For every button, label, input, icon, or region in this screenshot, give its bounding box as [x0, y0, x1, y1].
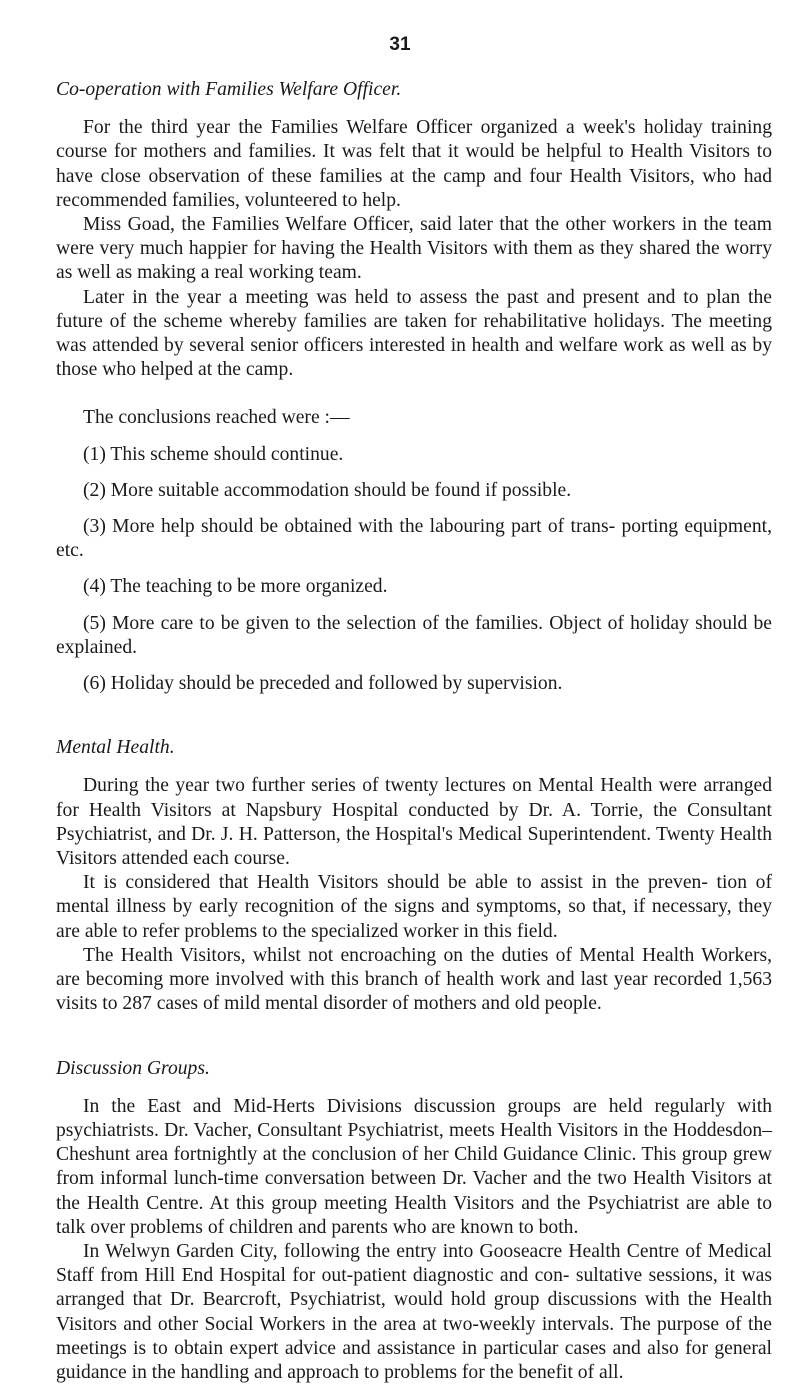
list-item: (4) The teaching to be more organized.	[83, 576, 388, 598]
paragraph: The Health Visitors, whilst not encroaching on the duties of Mental Health Workers, are becoming more involved with this branch of health work and last year recorded 1,563 visits to 287 cases of mild mental disorder of mothers and old people.	[56, 944, 772, 1015]
conclusions-lead: The conclusions reached were :—	[83, 407, 350, 429]
section-heading: Discussion Groups.	[56, 1057, 210, 1079]
list-item: (5) More care to be given to the selection of the families. Object of holiday should be explained.	[56, 612, 772, 658]
page-number: 31	[389, 34, 411, 55]
list-item: (6) Holiday should be preceded and followed by supervision.	[83, 673, 563, 695]
paragraph: In Welwyn Garden City, following the entry into Gooseacre Health Centre of Medical Staff from Hill End Hospital for out-patient diagnostic and con- sultative sessions, it was arranged that Dr. Bearcroft, Psychiatrist, would hold group discussions with the Health Visitors and other Social Workers in the area at two-weekly intervals. The purpose of the meetings is to obtain expert advice and assistance in particular cases and also for general guidance in the handling and approach to problems for the benefit of all.	[56, 1240, 772, 1383]
paragraph: During the year two further series of twenty lectures on Mental Health were arranged for Health Visitors at Napsbury Hospital conducted by Dr. A. Torrie, the Consultant Psychiatrist, and Dr. J. H. Patterson, the Hospital's Medical Superintendent. Twenty Health Visitors attended each course.	[56, 775, 772, 870]
paragraph: Later in the year a meeting was held to assess the past and present and to plan the future of the scheme whereby families are taken for rehabilitative holidays. The meeting was attended by several senior officers interested in health and welfare work as well as by those who helped at the camp.	[56, 286, 772, 381]
page-content	[56, 78, 772, 1385]
paragraph: In the East and Mid-Herts Divisions discussion groups are held regularly with psychiatrists. Dr. Vacher, Consultant Psychiatrist, meets Health Visitors in the Hoddesdon–Cheshunt area fortnightly at the conclusion of her Child Guidance Clinic. This group grew from informal lunch-time conversation between Dr. Vacher and the two Health Visitors at the Health Centre. At this group meeting Health Visitors and the Psychiatrist are able to talk over problems of children and parents who are known to both.	[56, 1095, 772, 1238]
list-item: (3) More help should be obtained with the labouring part of trans- porting equipment, etc.	[56, 516, 772, 562]
conclusions-list	[56, 443, 772, 697]
section-mental-health	[56, 736, 772, 1016]
section-heading: Mental Health.	[56, 737, 175, 759]
section-families-welfare	[56, 78, 772, 696]
paragraph: It is considered that Health Visitors should be able to assist in the preven- tion of mental illness by early recognition of the signs and symptoms, so that, if necessary, they are able to refer problems to the specialized worker in this field.	[56, 872, 772, 942]
section-discussion-groups	[56, 1057, 772, 1386]
list-item: (2) More suitable accommodation should be found if possible.	[83, 479, 572, 501]
list-item: (1) This scheme should continue.	[83, 443, 344, 465]
paragraph: For the third year the Families Welfare Officer organized a week's holiday training course for mothers and families. It was felt that it would be helpful to Health Visitors to have close observation of these families at the camp and four Health Visitors, who had recommended families, volunteered to help.	[56, 117, 772, 211]
section-heading: Co-operation with Families Welfare Officer.	[56, 79, 402, 100]
paragraph: Miss Goad, the Families Welfare Officer, said later that the other workers in the team were very much happier for having the Health Visitors with them as they shared the worry as well as making a real working team.	[56, 214, 772, 284]
